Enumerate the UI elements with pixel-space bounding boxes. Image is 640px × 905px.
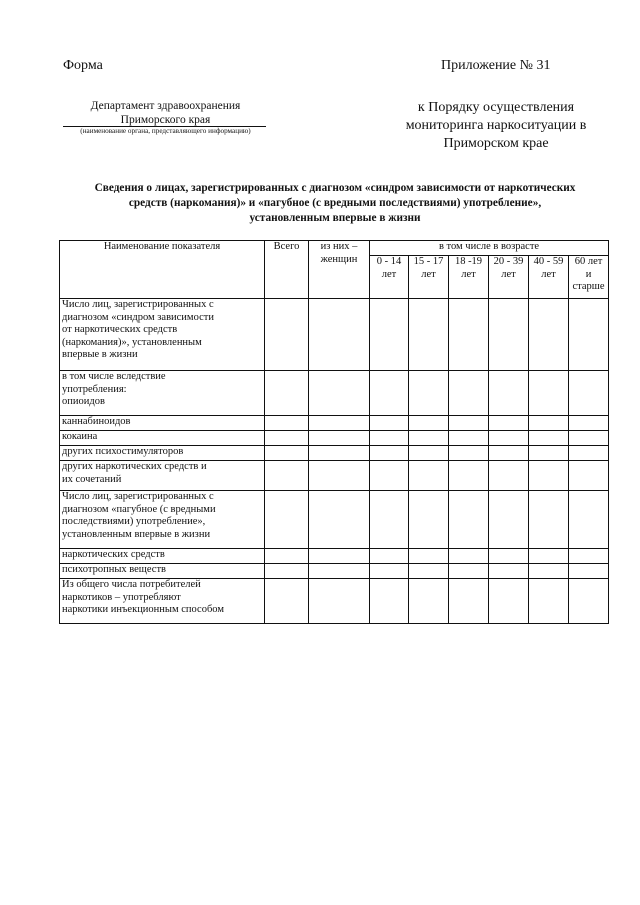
cell-age-40-59[interactable] [529, 416, 569, 431]
cell-total[interactable] [265, 416, 309, 431]
row-label-line: от наркотических средств [62, 324, 178, 335]
cell-age-18-19[interactable] [449, 431, 489, 446]
cell-women[interactable] [309, 446, 370, 461]
table-row [60, 491, 609, 549]
order-line-3: Приморском крае [443, 136, 549, 151]
cell-age-40-59[interactable] [529, 299, 569, 371]
header-women: из них – женщин [309, 241, 370, 299]
cell-age-60-plus[interactable] [569, 461, 609, 491]
cell-total[interactable] [265, 491, 309, 549]
cell-age-18-19[interactable] [449, 416, 489, 431]
row-label-line: психотропных веществ [62, 564, 167, 575]
cell-age-20-39[interactable] [489, 431, 529, 446]
cell-age-40-59[interactable] [529, 446, 569, 461]
age-unit: лет [381, 268, 397, 280]
cell-age-18-19[interactable] [449, 491, 489, 549]
cell-women[interactable] [309, 549, 370, 564]
row-label-line: установленным впервые в жизни [62, 528, 211, 540]
department-name [63, 99, 268, 127]
cell-age-15-17[interactable] [409, 299, 449, 371]
row-label-line: других психостимуляторов [62, 446, 184, 457]
order-line-1: к Порядку осуществления [417, 100, 575, 115]
cell-age-18-19[interactable] [449, 446, 489, 461]
cell-age-18-19[interactable] [449, 579, 489, 624]
header-age-40-59 [529, 256, 569, 299]
row-label-line: впервые в жизни [62, 349, 138, 360]
cell-women[interactable] [309, 491, 370, 549]
cell-age-15-17[interactable] [409, 564, 449, 579]
cell-total[interactable] [265, 431, 309, 446]
cell-age-40-59[interactable] [529, 579, 569, 624]
age-unit: лет [461, 268, 476, 280]
age-unit: старше [572, 281, 605, 292]
cell-age-0-14[interactable] [370, 461, 409, 491]
cell-age-0-14[interactable] [370, 446, 409, 461]
row-label-line: наркотики инъекционным способом [62, 604, 224, 615]
row-label-line: наркотических средств [62, 549, 165, 560]
header-name: Наименование показателя [60, 241, 265, 299]
row-label [60, 431, 265, 446]
row-label-line: наркотиков – употребляют [62, 591, 181, 603]
age-range: 15 - 17 [413, 256, 444, 267]
cell-age-20-39[interactable] [489, 491, 529, 549]
table-row [60, 549, 609, 564]
age-unit: лет [421, 268, 436, 280]
cell-age-20-39[interactable] [489, 549, 529, 564]
age-unit: лет [501, 268, 516, 280]
header-age-60-plus [569, 256, 609, 299]
row-label-line: опиоидов [62, 396, 105, 407]
title-line-1: Сведения о лицах, зарегистрированных с диагнозом «синдром зависимости от наркотических [94, 182, 576, 194]
cell-age-20-39[interactable] [489, 579, 529, 624]
statistics-table [59, 240, 609, 624]
cell-total[interactable] [265, 461, 309, 491]
cell-age-18-19[interactable] [449, 564, 489, 579]
row-label-line: диагнозом «пагубное (с вредными [62, 503, 216, 515]
department-line-1: Департамент здравоохранения [90, 100, 241, 112]
cell-age-60-plus[interactable] [569, 564, 609, 579]
row-label-line: последствиями) употребление», [62, 516, 206, 527]
cell-age-15-17[interactable] [409, 461, 449, 491]
cell-age-15-17[interactable] [409, 579, 449, 624]
table-row [60, 431, 609, 446]
cell-age-20-39[interactable] [489, 446, 529, 461]
cell-age-40-59[interactable] [529, 549, 569, 564]
cell-age-60-plus[interactable] [569, 431, 609, 446]
row-label-line: кокаина [62, 431, 98, 442]
department-line-2: Приморского края [120, 114, 211, 126]
cell-age-60-plus[interactable] [569, 549, 609, 564]
row-label-line: (наркомания)», установленным [62, 336, 202, 348]
cell-age-15-17[interactable] [409, 491, 449, 549]
cell-women[interactable] [309, 416, 370, 431]
header-age-0-14 [370, 256, 409, 299]
cell-age-20-39[interactable] [489, 564, 529, 579]
cell-age-40-59[interactable] [529, 491, 569, 549]
header-age-15-17 [409, 256, 449, 299]
cell-age-15-17[interactable] [409, 549, 449, 564]
cell-total[interactable] [265, 371, 309, 416]
cell-women[interactable] [309, 461, 370, 491]
cell-age-40-59[interactable] [529, 564, 569, 579]
cell-age-60-plus[interactable] [569, 491, 609, 549]
cell-women[interactable] [309, 431, 370, 446]
cell-age-0-14[interactable] [370, 299, 409, 371]
age-unit: лет [541, 268, 556, 280]
cell-age-15-17[interactable] [409, 371, 449, 416]
order-reference [398, 99, 594, 153]
row-label-line: диагнозом «синдром зависимости [62, 311, 214, 323]
row-label-line: других наркотических средств и [62, 461, 207, 472]
cell-age-15-17[interactable] [409, 416, 449, 431]
cell-women[interactable] [309, 299, 370, 371]
age-range: 60 лет [574, 256, 603, 267]
cell-women[interactable] [309, 579, 370, 624]
header-total: Всего [265, 241, 309, 299]
cell-age-20-39[interactable] [489, 416, 529, 431]
age-range: 0 - 14 [376, 256, 402, 267]
age-range: 20 - 39 [493, 256, 524, 267]
form-label: Форма [63, 58, 103, 73]
row-label [60, 579, 265, 624]
cell-age-40-59[interactable] [529, 371, 569, 416]
row-label [60, 549, 265, 564]
table-row [60, 564, 609, 579]
header-age-20-39 [489, 256, 529, 299]
cell-age-60-plus[interactable] [569, 371, 609, 416]
header-age-group: в том числе в возрасте [370, 241, 609, 256]
table-row [60, 371, 609, 416]
cell-age-15-17[interactable] [409, 431, 449, 446]
cell-total[interactable] [265, 579, 309, 624]
row-label [60, 446, 265, 461]
age-range: 18 -19 [454, 256, 483, 267]
cell-age-0-14[interactable] [370, 371, 409, 416]
row-label-line: Число лиц, зарегистрированных с [62, 491, 214, 502]
row-label [60, 491, 265, 549]
cell-age-18-19[interactable] [449, 371, 489, 416]
department-caption: (наименование органа, представляющего информацию) [80, 127, 251, 135]
order-line-2: мониторинга наркоситуации в [405, 118, 587, 133]
cell-age-0-14[interactable] [370, 416, 409, 431]
age-unit: и [585, 268, 592, 280]
row-label [60, 461, 265, 491]
row-label [60, 299, 265, 371]
row-label-line: употребления: [62, 383, 127, 395]
table-row [60, 416, 609, 431]
table-row [60, 299, 609, 371]
age-range: 40 - 59 [533, 256, 564, 267]
cell-age-0-14[interactable] [370, 564, 409, 579]
cell-total[interactable] [265, 549, 309, 564]
appendix-number: Приложение № 31 [441, 58, 551, 73]
row-label-line: в том числе вследствие [62, 371, 166, 382]
cell-age-60-plus[interactable] [569, 579, 609, 624]
cell-age-60-plus[interactable] [569, 416, 609, 431]
cell-age-0-14[interactable] [370, 431, 409, 446]
row-label [60, 371, 265, 416]
cell-age-0-14[interactable] [370, 549, 409, 564]
document-title [55, 181, 615, 226]
cell-age-20-39[interactable] [489, 371, 529, 416]
row-label-line: каннабиноидов [62, 416, 131, 427]
table-row [60, 446, 609, 461]
header-age-18-19 [449, 256, 489, 299]
cell-women[interactable] [309, 371, 370, 416]
cell-total[interactable] [265, 446, 309, 461]
title-line-2: средств (наркомания)» и «пагубное (с вредными последствиями) употребление», [128, 197, 542, 209]
cell-age-0-14[interactable] [370, 579, 409, 624]
cell-age-40-59[interactable] [529, 461, 569, 491]
row-label [60, 564, 265, 579]
cell-age-60-plus[interactable] [569, 446, 609, 461]
cell-age-0-14[interactable] [370, 491, 409, 549]
cell-age-20-39[interactable] [489, 461, 529, 491]
row-label-line: Число лиц, зарегистрированных с [62, 299, 214, 310]
table-row [60, 461, 609, 491]
title-line-3: установленным впервые в жизни [249, 212, 421, 224]
cell-women[interactable] [309, 564, 370, 579]
cell-age-40-59[interactable] [529, 431, 569, 446]
cell-age-18-19[interactable] [449, 299, 489, 371]
cell-total[interactable] [265, 564, 309, 579]
cell-age-20-39[interactable] [489, 299, 529, 371]
cell-total[interactable] [265, 299, 309, 371]
row-label-line: их сочетаний [62, 473, 122, 485]
cell-age-18-19[interactable] [449, 549, 489, 564]
cell-age-18-19[interactable] [449, 461, 489, 491]
row-label [60, 416, 265, 431]
cell-age-15-17[interactable] [409, 446, 449, 461]
table-row [60, 579, 609, 624]
cell-age-60-plus[interactable] [569, 299, 609, 371]
row-label-line: Из общего числа потребителей [62, 579, 201, 590]
